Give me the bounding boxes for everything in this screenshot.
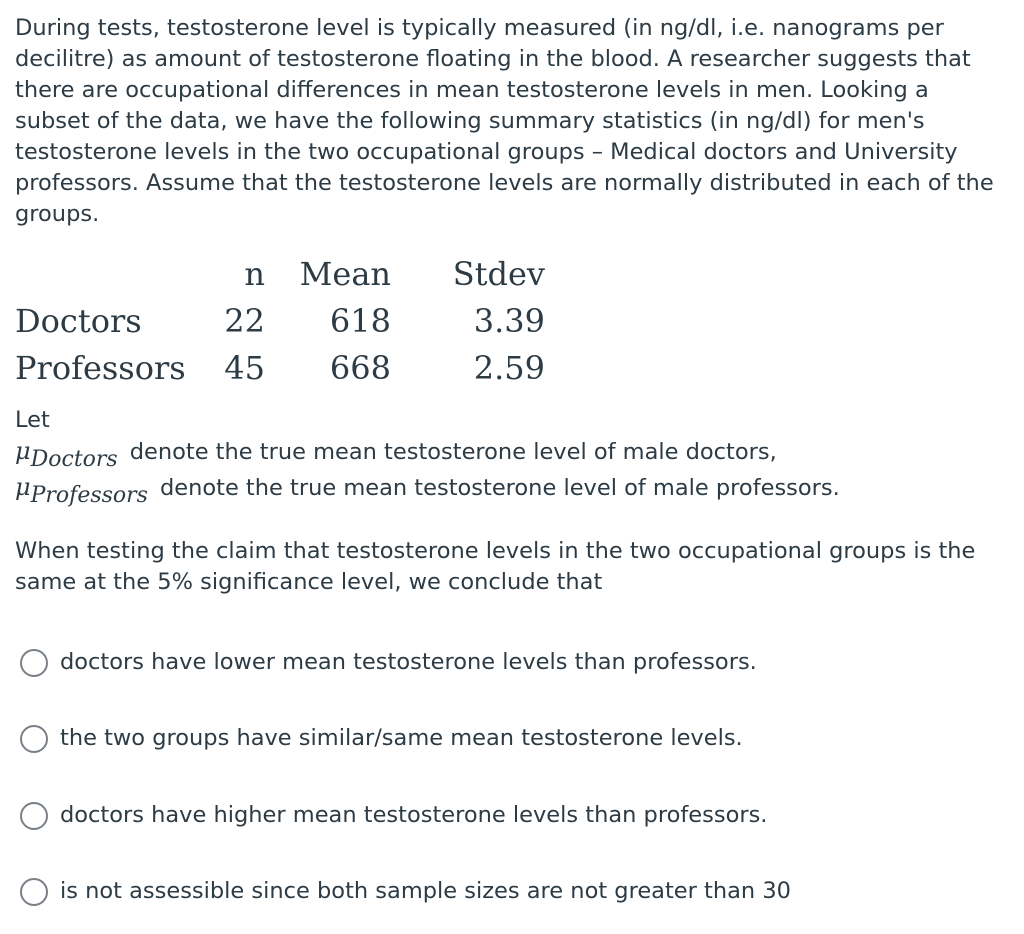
let-label: Let bbox=[15, 407, 50, 433]
header-stdev: Stdev bbox=[452, 254, 545, 293]
definition-professors bbox=[15, 472, 840, 508]
row-mean: 618 bbox=[329, 301, 391, 340]
answer-option-similar[interactable] bbox=[20, 723, 743, 754]
row-stdev: 2.59 bbox=[473, 348, 545, 387]
mu-subscript-professors: Professors bbox=[30, 483, 148, 508]
table-row bbox=[15, 297, 549, 344]
answer-label: doctors have lower mean testosterone levels than professors. bbox=[60, 649, 757, 675]
answer-option-lower[interactable] bbox=[20, 647, 757, 678]
header-label bbox=[15, 250, 208, 297]
row-n: 22 bbox=[224, 301, 265, 340]
definition-text-professors: denote the true mean testosterone level of male professors. bbox=[159, 475, 840, 501]
answer-label: the two groups have similar/same mean testosterone levels. bbox=[60, 725, 743, 751]
header-n: n bbox=[244, 254, 265, 293]
mu-symbol: μ bbox=[15, 473, 31, 501]
radio-button[interactable] bbox=[20, 649, 48, 677]
row-stdev: 3.39 bbox=[473, 301, 545, 340]
summary-statistics-table bbox=[15, 250, 549, 391]
mu-symbol: μ bbox=[15, 437, 31, 465]
row-mean: 668 bbox=[329, 348, 391, 387]
row-label: Doctors bbox=[15, 301, 142, 340]
table-header-row bbox=[15, 250, 549, 297]
table-row bbox=[15, 344, 549, 391]
radio-button[interactable] bbox=[20, 802, 48, 830]
answer-label: is not assessible since both sample sizes are not greater than 30 bbox=[60, 878, 791, 904]
header-mean: Mean bbox=[299, 254, 391, 293]
question-prompt: When testing the claim that testosterone levels in the two occupational groups is the same at the 5% significance level, we conclude that bbox=[15, 538, 976, 595]
answer-label: doctors have higher mean testosterone levels than professors. bbox=[60, 802, 768, 828]
answer-option-not-assessible[interactable] bbox=[20, 876, 791, 907]
radio-button[interactable] bbox=[20, 878, 48, 906]
mu-subscript-doctors: Doctors bbox=[30, 447, 118, 472]
radio-button[interactable] bbox=[20, 725, 48, 753]
definition-text-doctors: denote the true mean testosterone level of male doctors, bbox=[129, 439, 777, 465]
answer-option-higher[interactable] bbox=[20, 800, 767, 831]
row-n: 45 bbox=[224, 348, 265, 387]
question-intro: During tests, testosterone level is typically measured (in ng/dl, i.e. nanograms per decilitre) as amount of testosterone floating in the blood. A researcher suggests that there are occupational differences in mean testosterone levels in men. Looking a subset of the data, we have the following summary statistics (in ng/dl) for men's testosterone levels in the two occupational groups – Medical doctors and University professors. Assume that the testosterone levels are normally distributed in each of the groups. bbox=[15, 15, 994, 227]
definition-doctors bbox=[15, 436, 777, 472]
row-label: Professors bbox=[15, 348, 186, 387]
